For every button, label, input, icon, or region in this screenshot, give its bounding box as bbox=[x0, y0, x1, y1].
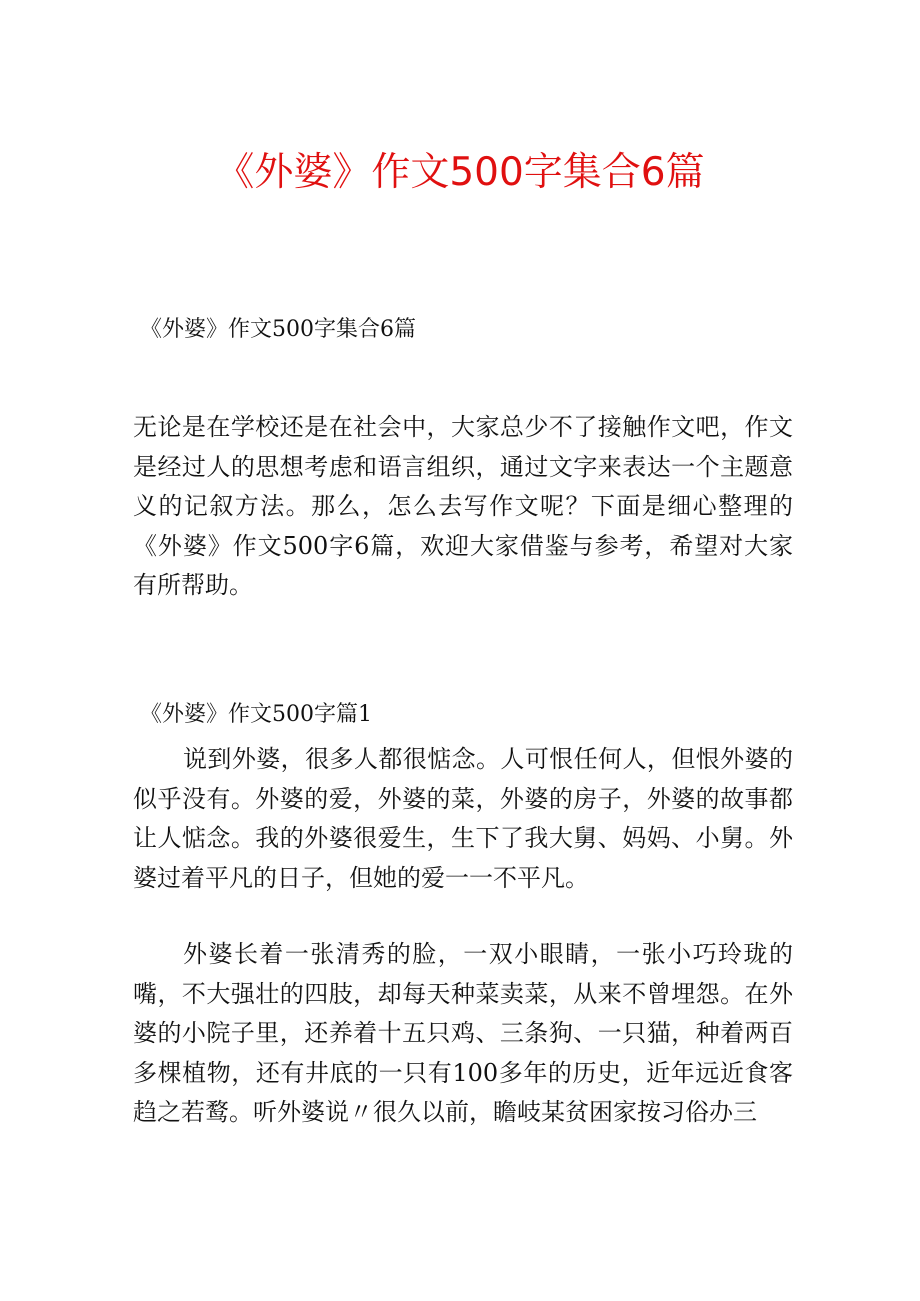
intro-paragraph: 无论是在学校还是在社会中，大家总少不了接触作文吧，作文是经过人的思想考虑和语言组织，通过文字来表达一个主题意义的记叙方法。那么，怎么去写作文呢？下面是细心整理的《外婆》作文500字6篇，欢迎大家借鉴与参考，希望对大家有所帮助。 bbox=[133, 413, 793, 599]
document-subtitle: 《外婆》作文500字集合6篇 bbox=[140, 317, 416, 342]
document-title: 《外婆》作文500字集合6篇 bbox=[215, 150, 705, 195]
body-paragraph: 外婆长着一张清秀的脸，一双小眼睛，一张小巧玲珑的嘴，不大强壮的四肢，却每天种菜卖菜，从来不曾埋怨。在外婆的小院子里，还养着十五只鸡、三条狗、一只猫，种着两百多棵植物，还有井底的一只有100多年的历史，近年远近食客趋之若鹜。听外婆说〃很久以前，瞻岐某贫困家按习俗办三 bbox=[133, 940, 793, 1126]
body-paragraph: 说到外婆，很多人都很惦念。人可恨任何人，但恨外婆的似乎没有。外婆的爱，外婆的菜，外婆的房子，外婆的故事都让人惦念。我的外婆很爱生，生下了我大舅、妈妈、小舅。外婆过着平凡的日子，但她的爱一一不平凡。 bbox=[133, 745, 793, 892]
section-heading: 《外婆》作文500字篇1 bbox=[140, 702, 372, 727]
